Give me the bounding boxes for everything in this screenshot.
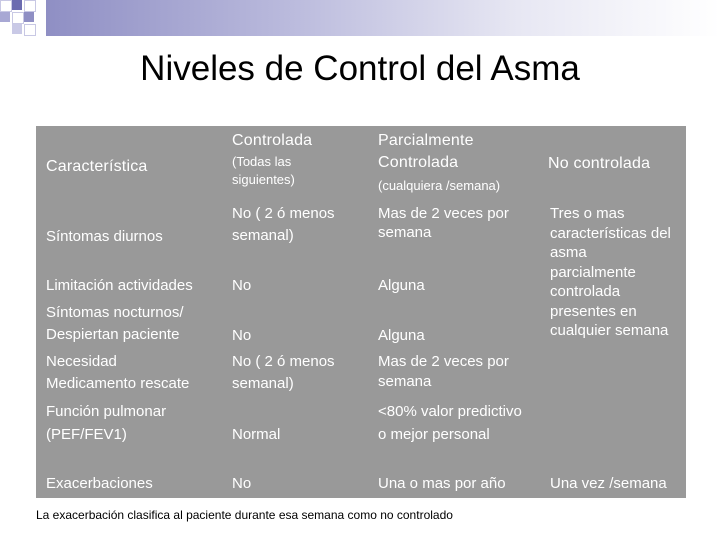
deco-square bbox=[12, 0, 22, 10]
row-label: Despiertan paciente bbox=[46, 326, 180, 343]
row-controlled: No bbox=[232, 327, 252, 344]
header-uncontrolled: No controlada bbox=[548, 155, 651, 172]
header-characteristic: Característica bbox=[46, 158, 148, 175]
header-partial: Controlada bbox=[378, 154, 459, 171]
uncontrolled-line: presentes en bbox=[550, 302, 637, 320]
header-controlled-sub: (Todas las bbox=[232, 154, 292, 169]
row-controlled: No bbox=[232, 475, 252, 492]
row-partial: Alguna bbox=[378, 327, 425, 344]
row-controlled: No ( 2 ó menos bbox=[232, 205, 335, 222]
header-partial: Parcialmente bbox=[378, 132, 474, 149]
row-label: (PEF/FEV1) bbox=[46, 426, 127, 443]
header-controlled: Controlada bbox=[232, 132, 313, 149]
slide-title: Niveles de Control del Asma bbox=[140, 49, 580, 88]
row-label: Exacerbaciones bbox=[46, 475, 153, 492]
row-partial: <80% valor predictivo bbox=[378, 403, 522, 420]
row-label: Medicamento rescate bbox=[46, 375, 190, 392]
row-label: Síntomas diurnos bbox=[46, 228, 163, 245]
uncontrolled-merged-cell bbox=[550, 204, 671, 341]
row-controlled: No ( 2 ó menos bbox=[232, 353, 335, 370]
row-controlled: semanal) bbox=[232, 375, 294, 392]
deco-square bbox=[0, 0, 12, 12]
row-controlled: semanal) bbox=[232, 227, 294, 244]
row-partial: semana bbox=[378, 373, 432, 390]
uncontrolled-line: cualquier semana bbox=[550, 322, 669, 339]
row-controlled: No bbox=[232, 277, 252, 294]
header-partial-sub: (cualquiera /semana) bbox=[378, 178, 501, 193]
deco-square bbox=[0, 12, 10, 22]
uncontrolled-line: asma bbox=[550, 244, 587, 261]
row-label: Síntomas nocturnos/ bbox=[46, 304, 184, 321]
row-partial: Una o mas por año bbox=[378, 475, 506, 492]
deco-square bbox=[12, 12, 24, 24]
header-controlled-sub: siguientes) bbox=[232, 172, 295, 187]
uncontrolled-line: parcialmente bbox=[550, 263, 636, 281]
row-partial: Mas de 2 veces por bbox=[378, 205, 509, 222]
header-gradient-bar bbox=[46, 0, 720, 36]
deco-square bbox=[24, 12, 34, 22]
asthma-control-table bbox=[36, 126, 686, 498]
row-uncontrolled: Una vez /semana bbox=[550, 475, 667, 492]
deco-square bbox=[24, 24, 36, 36]
row-controlled: Normal bbox=[232, 426, 281, 443]
deco-square bbox=[24, 0, 36, 12]
uncontrolled-line: características del bbox=[550, 224, 671, 242]
footnote: La exacerbación clasifica al paciente durante esa semana como no controlado bbox=[36, 508, 453, 522]
row-label: Función pulmonar bbox=[46, 403, 167, 420]
row-partial: Mas de 2 veces por bbox=[378, 353, 509, 370]
deco-square bbox=[12, 24, 22, 34]
row-label: Necesidad bbox=[46, 353, 117, 370]
uncontrolled-line: controlada bbox=[550, 283, 621, 300]
corner-decoration bbox=[0, 0, 720, 36]
row-partial: Alguna bbox=[378, 277, 425, 294]
row-partial: o mejor personal bbox=[378, 426, 490, 443]
row-label: Limitación actividades bbox=[46, 277, 193, 294]
row-partial: semana bbox=[378, 224, 432, 241]
uncontrolled-line: Tres o mas bbox=[550, 205, 625, 222]
